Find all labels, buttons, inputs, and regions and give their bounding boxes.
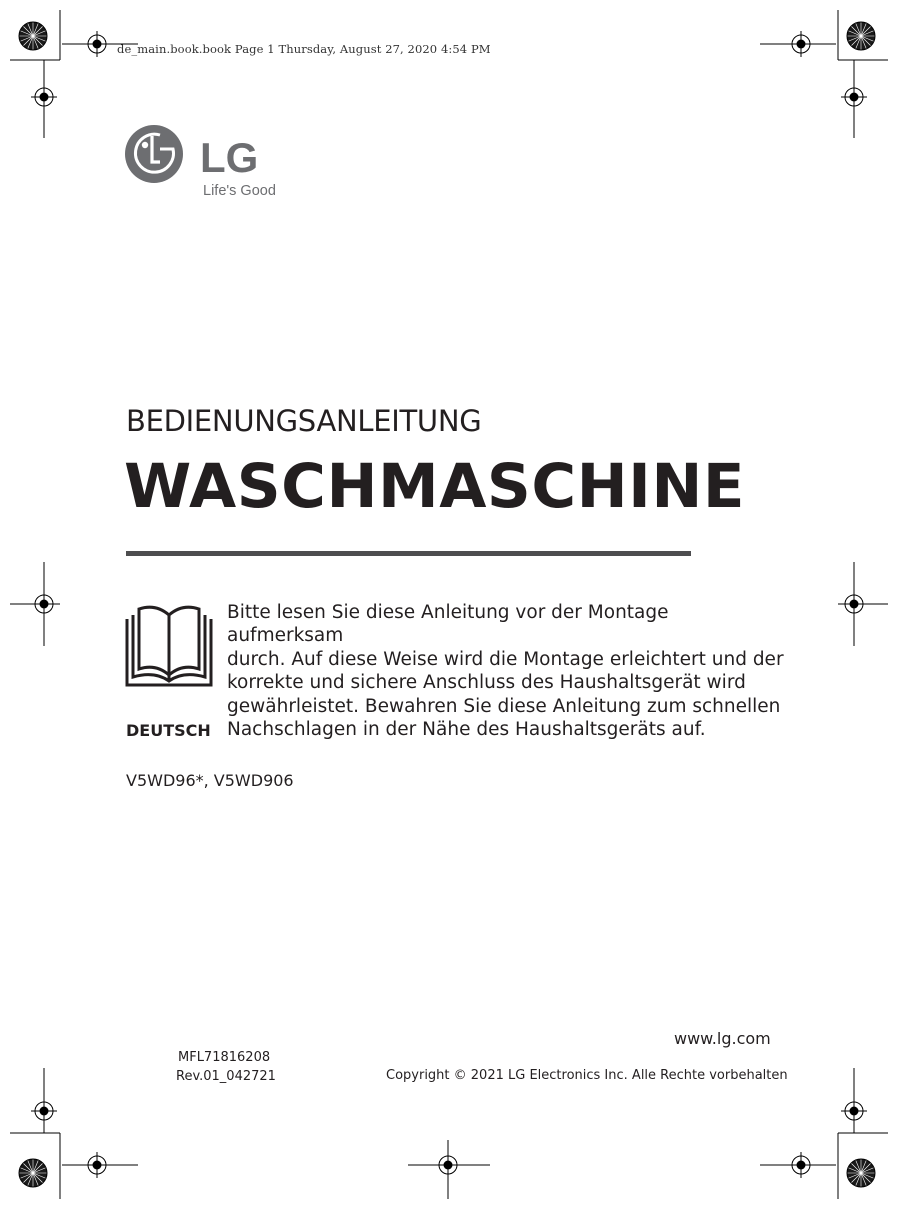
language-label: DEUTSCH [126, 721, 211, 740]
model-numbers: V5WD96*, V5WD906 [126, 771, 294, 790]
intro-line: gewährleistet. Bewahren Sie diese Anleitung zum schnellen [227, 695, 781, 717]
open-book-icon [125, 603, 213, 687]
website-url: www.lg.com [674, 1029, 771, 1048]
lg-logo [124, 124, 294, 204]
intro-line: durch. Auf diese Weise wird die Montage erleichtert und der [227, 648, 784, 670]
print-slug: de_main.book.book Page 1 Thursday, August 27, 2020 4:54 PM [117, 42, 491, 56]
intro-line: Nachschlagen in der Nähe des Haushaltsgeräts auf. [227, 719, 706, 741]
copyright-notice: Copyright © 2021 LG Electronics Inc. Alle Rechte vorbehalten [386, 1068, 788, 1083]
document-title: WASCHMASCHINE [124, 451, 746, 522]
logo-tagline-text: Life's Good [203, 183, 276, 199]
title-divider [126, 551, 691, 556]
intro-line: Bitte lesen Sie diese Anleitung vor der Montage aufmerksam [227, 602, 669, 647]
intro-line: korrekte und sichere Anschluss des Haushaltsgerät wird [227, 672, 746, 694]
part-number: MFL71816208 [178, 1050, 271, 1065]
revision-code: Rev.01_042721 [176, 1069, 276, 1084]
intro-paragraph [227, 601, 787, 741]
document-subtitle: BEDIENUNGSANLEITUNG [126, 404, 482, 438]
logo-brand-text: LG [200, 134, 259, 181]
